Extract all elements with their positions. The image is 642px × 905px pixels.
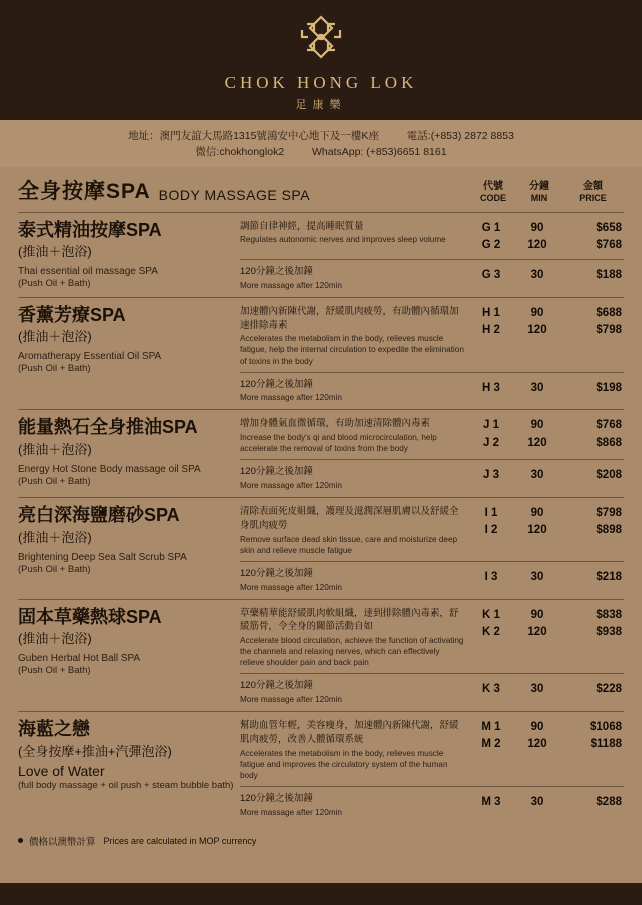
service-row <box>18 410 624 498</box>
brand-name: CHOK HONG LOK <box>224 73 418 92</box>
menu-title-row <box>18 167 624 213</box>
service-mins: 90 120 <box>527 419 547 449</box>
service-prices: $838 $938 <box>596 608 622 638</box>
service-prices: $1068 $1188 <box>590 721 622 751</box>
column-header-code: 代號 CODE <box>479 180 506 204</box>
service-row <box>18 712 624 824</box>
column-header-price: 金額 PRICE <box>579 180 607 204</box>
service-mins: 90 120 <box>527 721 547 751</box>
service-mins: 90 120 <box>527 608 547 638</box>
service-main-row: 調節自律神經，提高睡眠質量 Regulates autonomic nerves and improves sleep volume G 1 G 2 90 120 $658 $768 <box>240 220 624 255</box>
brand-subtitle: 足康樂 <box>295 99 347 111</box>
service-mins: 90 120 <box>527 306 547 337</box>
footer-note <box>0 824 642 848</box>
service-row <box>18 298 624 411</box>
service-mins: 90 120 <box>527 507 547 537</box>
service-main-row: 草藥精華能舒緩肌肉軟組織，達到排除體內毒素，舒緩筋骨，令全身的關節活動自如 Accelerate blood circulation, achieve the function of activating the channels and relaxing nerves, which can effectively relieve shoulder pain and back pain K 1 K 2 90 120 $838 $938 <box>240 607 622 668</box>
service-name-block: 固本草藥熱球SPA (推油＋泡浴) Guben Herbal Hot Ball SPA (Push Oil + Bath) <box>18 606 162 677</box>
contact-wechat: 微信:chokhonglok2 <box>195 146 285 159</box>
service-prices: $688 $798 <box>596 306 622 337</box>
contact-phone: 電話:(+853) 2872 8853 <box>406 130 514 142</box>
service-row <box>18 498 624 599</box>
service-codes: K 1 K 2 <box>482 608 500 638</box>
menu-title-cn: 全身按摩SPA <box>18 179 151 203</box>
menu-title-en: BODY MASSAGE SPA <box>158 186 311 203</box>
service-prices: $768 $868 <box>596 419 622 449</box>
service-codes: G 1 G 2 <box>481 221 501 251</box>
service-extra-row: 120分鐘之後加鐘 More massage after 120min K 3 30 $228 <box>240 673 624 705</box>
service-name-block: 亮白深海鹽磨砂SPA (推油＋泡浴) Brightening Deep Sea Salt Scrub SPA (Push Oil + Bath) <box>18 505 187 575</box>
service-main-row: 加速體內新陳代謝，舒緩肌肉疲勞，有助體內循環加速排除毒素 Accelerates the metabolism in the body, relieves muscle fatigue, help the internal circulation to expedite the elimination of toxins in the body H 1 H 2 90 120 $688 $798 <box>240 305 622 366</box>
ornamental-diamond-logo-icon <box>294 12 348 67</box>
service-codes: M 1 M 2 <box>481 721 501 751</box>
service-extra-row: 120分鐘之後加鐘 More massage after 120min H 3 30 $198 <box>240 372 624 404</box>
service-name-block: 能量熱石全身推油SPA (推油＋泡浴) Energy Hot Stone Body massage oil SPA (Push Oil + Bath) <box>18 417 201 487</box>
service-extra-row: 120分鐘之後加鐘 More massage after 120min I 3 30 $218 <box>240 561 624 593</box>
service-name-block: 海藍之戀 (全身按摩+推油+汽彈泡浴) Love of Water (full body massage + oil push + steam bubble bath) <box>18 719 234 792</box>
column-header-min: 分鐘 MIN <box>529 180 549 204</box>
service-main-row: 清除表面死皮組織，護理及滋潤深層肌膚以及舒緩全身肌肉疲勞 Remove surface dead skin tissue, care and moisturize deep skin and relieve muscle fatigue I 1 I 2 90 120 $798 $898 <box>240 506 622 555</box>
footer-note-en: Prices are calculated in MOP currency <box>103 835 257 846</box>
service-main-row: 幫助血管年輕，美容瘦身，加速體內新陳代謝，舒緩肌肉疲勞，改善人體循環系統 Accelerates the metabolism in the body, relieves muscle fatigue and improves the circulatory system of the human body M 1 M 2 90 120 $1068 $1188 <box>240 720 622 780</box>
brand-header <box>0 0 642 120</box>
service-mins: 90 120 <box>527 221 547 251</box>
service-codes: I 1 I 2 <box>484 507 498 537</box>
contact-band <box>0 120 642 167</box>
service-main-row: 增加身體氣血微循環，有助加速清除體內毒素 Increase the body's qi and blood microcirculation, help accelerate the removal of toxins from the body J 1 J 2 90 120 $768 $868 <box>240 418 622 454</box>
service-extra-row: 120分鐘之後加鐘 More massage after 120min M 3 30 $288 <box>240 786 624 818</box>
contact-address: 地址：澳門友誼大馬路1315號鴻安中心地下及一樓K座 <box>128 130 379 142</box>
service-prices: $798 $898 <box>596 507 622 537</box>
bottom-band <box>0 883 642 905</box>
column-headers <box>470 181 624 205</box>
service-extra-row: 120分鐘之後加鐘 More massage after 120min J 3 30 $208 <box>240 459 624 491</box>
footer-note-cn: 價格以澳幣計算 <box>29 836 96 848</box>
contact-whatsapp: WhatsApp: (+853)6651 8161 <box>312 146 447 159</box>
service-row <box>18 213 624 298</box>
menu-section <box>0 167 642 824</box>
service-codes: J 1 J 2 <box>483 419 499 449</box>
service-name-block: 香薰芳療SPA (推油＋泡浴) Aromatherapy Essential Oil SPA (Push Oil + Bath) <box>18 304 162 375</box>
service-row <box>18 600 624 713</box>
bullet-icon <box>18 838 23 843</box>
service-codes: H 1 H 2 <box>482 306 500 337</box>
service-extra-row: 120分鐘之後加鐘 More massage after 120min G 3 30 $188 <box>240 259 624 291</box>
service-prices: $658 $768 <box>596 221 622 251</box>
service-name-block: 泰式精油按摩SPA (推油＋泡浴) Thai essential oil massage SPA (Push Oil + Bath) <box>18 219 162 289</box>
